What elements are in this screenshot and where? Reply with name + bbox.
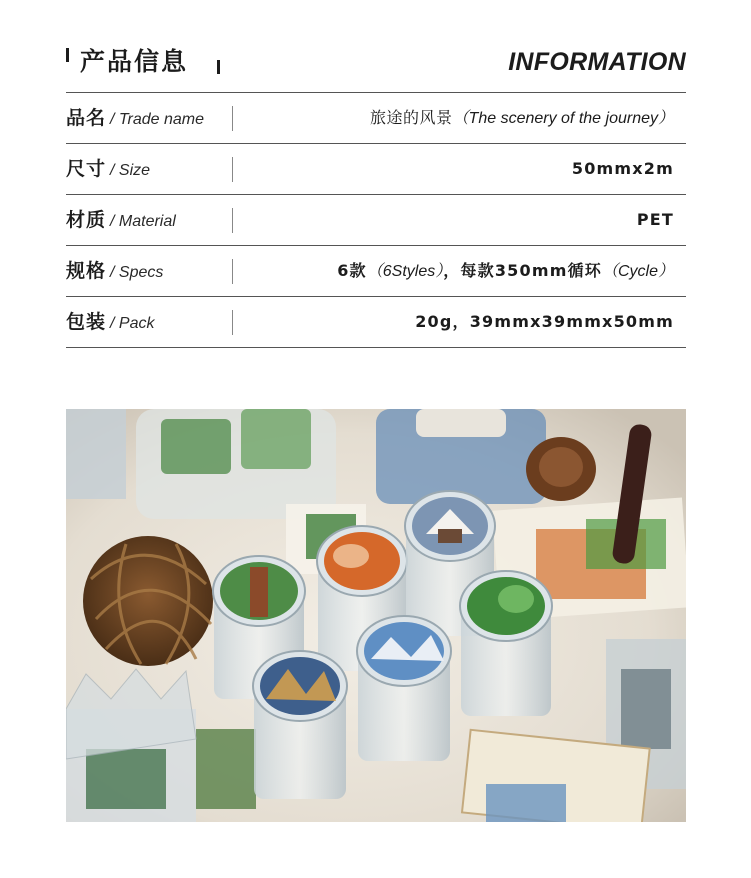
value-styles: （6Styles） <box>366 263 444 280</box>
info-header <box>66 38 686 82</box>
value-cycle: （Cycle） <box>601 263 674 280</box>
row-label <box>66 297 154 347</box>
column-divider <box>232 157 233 182</box>
label-en: / Trade name <box>110 111 204 128</box>
column-divider <box>232 259 233 284</box>
label-cn: 包装 <box>66 311 107 333</box>
label-en: / Specs <box>110 264 164 281</box>
value-cycle-length: ，每款350mm循环 <box>443 261 602 280</box>
column-divider <box>232 208 233 233</box>
value-en: （The scenery of the journey） <box>452 110 674 127</box>
value-count: 6款 <box>337 261 367 280</box>
row-label <box>66 246 163 296</box>
table-row-size <box>66 144 686 195</box>
label-en: / Material <box>110 213 176 230</box>
corner-bracket-right <box>217 60 220 74</box>
table-row-specs <box>66 246 686 297</box>
label-cn: 品名 <box>66 107 107 129</box>
header-title-cn: 产品信息 <box>80 47 189 76</box>
header-title-en: INFORMATION <box>508 48 686 76</box>
value-cn: 旅途的风景 <box>370 108 453 127</box>
table-row-trade-name <box>66 93 686 144</box>
row-value: 50mmx2m <box>571 159 674 178</box>
label-en: / Size <box>110 162 151 179</box>
row-label <box>66 195 176 245</box>
label-cn: 规格 <box>66 260 107 282</box>
product-photo-illustration <box>66 409 686 822</box>
row-value <box>370 93 674 143</box>
row-label <box>66 144 150 194</box>
table-row-material <box>66 195 686 246</box>
corner-bracket-left <box>66 48 69 62</box>
row-value <box>337 246 674 296</box>
row-value: PET <box>636 210 674 229</box>
info-table <box>66 92 686 348</box>
label-cn: 材质 <box>66 209 107 231</box>
row-label <box>66 93 204 143</box>
table-row-pack <box>66 297 686 348</box>
label-en: / Pack <box>110 315 155 332</box>
row-value: 20g，39mmx39mmx50mm <box>415 312 674 331</box>
column-divider <box>232 310 233 335</box>
column-divider <box>232 106 233 131</box>
label-cn: 尺寸 <box>66 158 107 180</box>
product-photo <box>66 409 686 822</box>
